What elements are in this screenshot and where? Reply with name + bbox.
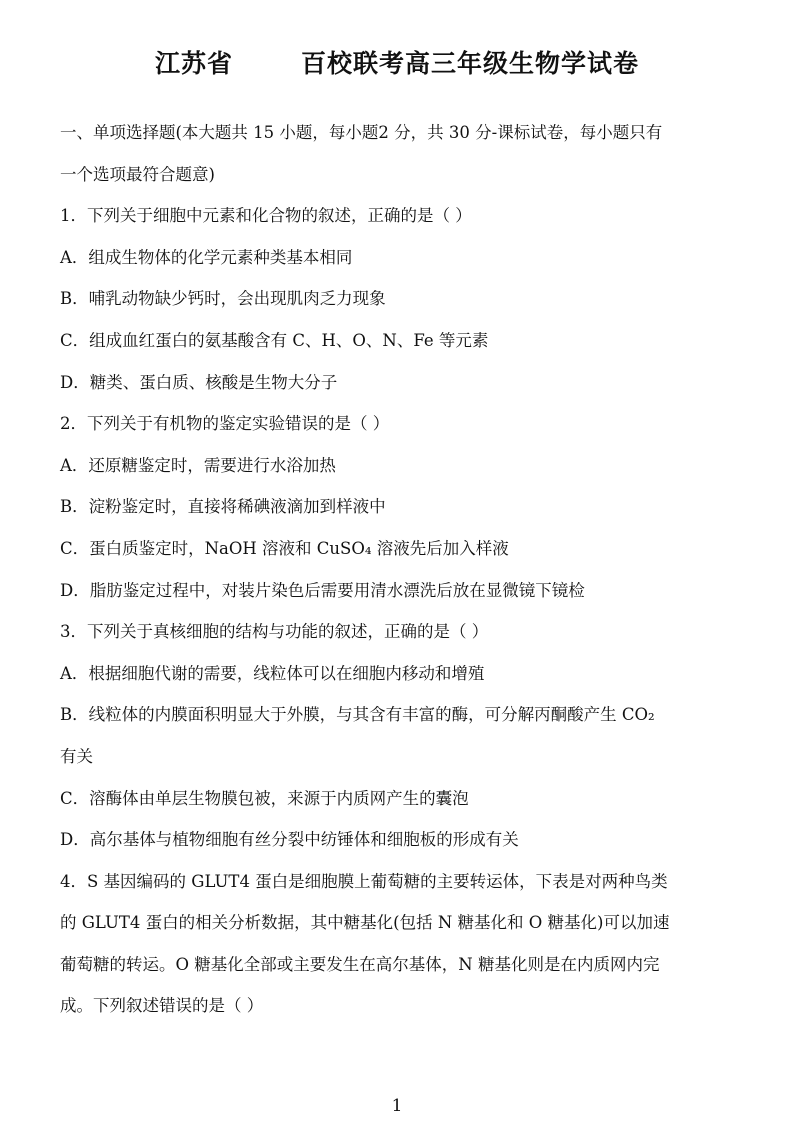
title-province: 江苏省 bbox=[154, 49, 233, 78]
question-3-option-b-continued: 有关 bbox=[60, 746, 93, 766]
question-2-option-d: D．脂肪鉴定过程中，对装片染色后需要用清水漂洗后放在显微镜下镜检 bbox=[60, 580, 585, 600]
question-1-option-c: C．组成血红蛋白的氨基酸含有 C、H、O、N、Fe 等元素 bbox=[60, 330, 489, 350]
question-1-option-d: D．糖类、蛋白质、核酸是生物大分子 bbox=[60, 372, 338, 392]
question-4-stem-line-1: 4．S 基因编码的 GLUT4 蛋白是细胞膜上葡萄糖的主要转运体，下表是对两种鸟类 bbox=[60, 871, 668, 891]
question-1-stem: 1．下列关于细胞中元素和化合物的叙述，正确的是（ ） bbox=[60, 206, 472, 226]
section-heading-line-1: 一、单项选择题(本大题共 15 小题，每小题2 分，共 30 分-课标试卷，每小题只有 bbox=[60, 123, 663, 142]
question-3-option-b: B．线粒体的内膜面积明显大于外膜，与其含有丰富的酶，可分解丙酮酸产生 CO₂ bbox=[60, 705, 655, 725]
question-2-option-a: A．还原糖鉴定时，需要进行水浴加热 bbox=[60, 455, 336, 475]
question-2-option-c: C．蛋白质鉴定时，NaOH 溶液和 CuSO₄ 溶液先后加入样液 bbox=[60, 538, 509, 558]
question-1-option-a: A．组成生物体的化学元素种类基本相同 bbox=[60, 247, 353, 267]
section-heading-line-2: 一个选项最符合题意) bbox=[60, 164, 215, 184]
question-3-option-c: C．溶酶体由单层生物膜包被，来源于内质网产生的囊泡 bbox=[60, 788, 469, 808]
question-3-stem: 3．下列关于真核细胞的结构与功能的叙述，正确的是（ ） bbox=[60, 622, 489, 642]
question-3-option-a: A．根据细胞代谢的需要，线粒体可以在细胞内移动和增殖 bbox=[60, 663, 485, 683]
question-4-stem-line-3: 葡萄糖的转运。O 糖基化全部或主要发生在高尔基体，N 糖基化则是在内质网内完 bbox=[60, 954, 660, 974]
page-number: 1 bbox=[391, 1096, 403, 1116]
exam-content bbox=[60, 112, 750, 1027]
question-2-stem: 2．下列关于有机物的鉴定实验错误的是（ ） bbox=[60, 414, 390, 434]
question-2-option-b: B．淀粉鉴定时，直接将稀碘液滴加到样液中 bbox=[60, 497, 386, 517]
question-4-stem-line-2: 的 GLUT4 蛋白的相关分析数据，其中糖基化(包括 N 糖基化和 O 糖基化)可以加速 bbox=[60, 913, 670, 933]
question-4-stem-line-4: 成。下列叙述错误的是（ ） bbox=[60, 996, 264, 1016]
question-1-option-b: B．哺乳动物缺少钙时，会出现肌肉乏力现象 bbox=[60, 289, 386, 309]
question-3-option-d: D．高尔基体与植物细胞有丝分裂中纺锤体和细胞板的形成有关 bbox=[60, 830, 519, 850]
page-title bbox=[0, 44, 794, 80]
title-exam-name: 百校联考高三年级生物学试卷 bbox=[301, 49, 640, 78]
